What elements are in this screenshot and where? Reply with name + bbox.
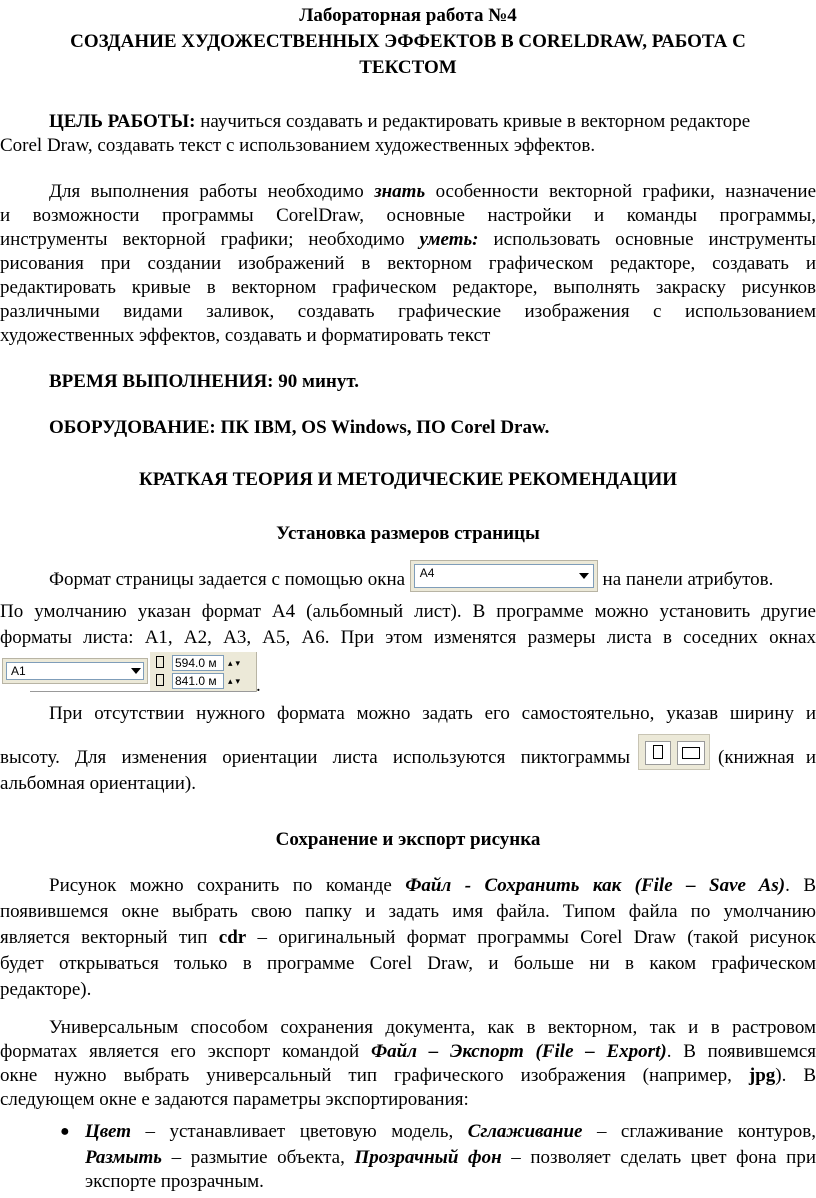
goal-text-1: научиться создавать и редактировать кривые в векторном редакторе [200,111,751,132]
page-format-combo[interactable] [410,560,598,592]
landscape-orientation-button[interactable] [677,741,705,765]
term-color: Цвет [85,1121,131,1142]
saving-text: – позволяет сделать цвет фона при [511,1147,816,1168]
saving-p1-line4: будет открываться только в программе Corel Draw, и больше ни в каком графическом [0,953,816,974]
saving-text: окне нужно выбрать универсальный тип графического изображения (например, [0,1065,732,1086]
bullet-line1 [85,1120,816,1144]
height-spinner-icon[interactable]: ▴▾ [228,676,244,686]
page-size-text: высоту. Для изменения ориентации листа используются пиктограммы [0,747,630,768]
landscape-icon [682,747,700,759]
width-input[interactable]: 594.0 м [172,655,224,671]
saving-p1-line5: редакторе). [0,979,92,1000]
saving-text: форматах является его экспорт командой [0,1041,360,1062]
page-size-line3: форматы листа: А1, А2, А3, А5, А6. При этом изменятся размеры листа в соседних окнах [0,627,816,648]
height-input[interactable]: 841.0 м [172,673,224,689]
saving-p1-line1 [0,874,816,898]
page-dimensions-toolbar [0,652,260,692]
page-size-line4: При отсутствии нужного формата можно задать его самостоятельно, указав ширину и [49,703,816,724]
saving-p2-line1: Универсальным способом сохранения документа, как в векторном, так и в растровом [49,1017,816,1038]
saving-text: . В появившемся [666,1041,816,1062]
bullet-line2 [85,1146,816,1170]
divider [30,691,256,692]
saving-text: – устанавливает цветовую модель, [145,1121,454,1142]
req-text: Для выполнения работы необходимо [49,181,364,202]
saving-text: – оригинальный формат программы Corel Draw (такой рисунок [257,927,816,948]
term-smoothing: Сглаживание [467,1121,583,1142]
goal-label: ЦЕЛЬ РАБОТЫ: [49,111,196,132]
page-format-value: A4 [414,564,594,588]
page-size-line6: альбомная ориентации). [0,773,196,794]
jpg-format: jpg [748,1065,776,1086]
saving-text: Рисунок можно сохранить по команде [49,875,392,896]
width-row [154,655,254,671]
main-title-line1: СОЗДАНИЕ ХУДОЖЕСТВЕННЫХ ЭФФЕКТОВ В CORELDRAW, РАБОТА С [70,31,746,52]
req-line3 [0,228,816,252]
dimensions-panel [150,652,257,692]
req-line1 [0,180,816,204]
page-size-text: (книжная и [718,747,816,768]
req-can: уметь: [419,229,479,250]
term-transparent-bg: Прозрачный фон [354,1147,502,1168]
saving-text: . В [785,875,816,896]
save-as-command: Файл - Сохранить как (File – Save As) [405,875,786,896]
page-size-title: Установка размеров страницы [276,523,540,544]
req-line7: художественных эффектов, создавать и форматировать текст [0,325,491,346]
chevron-down-icon[interactable] [579,573,589,579]
height-icon [156,674,164,686]
bullet-icon: ● [60,1123,70,1140]
portrait-icon [653,745,663,759]
saving-p1-line3 [0,926,816,950]
saving-p2-line4: следующем окне е задаются параметры экспортирования: [0,1089,469,1110]
width-spinner-icon[interactable]: ▴▾ [228,658,244,668]
req-line5: редактировать кривые в векторном графическом редакторе, выполнять закраску рисунков [0,277,816,298]
page-size-line2: По умолчанию указан формат А4 (альбомный лист). В программе можно установить другие [0,601,816,622]
paper-type-combo[interactable] [2,658,148,684]
equipment-line: ОБОРУДОВАНИЕ: ПК IBM, OS Windows, ПО Corel Draw. [49,417,550,438]
req-line4: рисования при создании изображений в векторном графическом редакторе, создавать и [0,253,816,274]
saving-p1-line2: появившемся окне выбрать свою папку и задать имя файла. Типом файла по умолчанию [0,901,816,922]
goal-line2: Corel Draw, создавать текст с использованием художественных эффектов. [0,135,596,156]
saving-p2-line3 [0,1064,816,1088]
page-size-line1 [49,565,816,592]
page-size-text: на панели атрибутов. [602,569,774,590]
page-size-text: Формат страницы задается с помощью окна [49,569,406,590]
lab-title: Лабораторная работа №4 [299,5,517,26]
time-line: ВРЕМЯ ВЫПОЛНЕНИЯ: 90 минут. [49,371,360,392]
bullet-line3: экспорте прозрачным. [85,1171,264,1192]
saving-text: – размытие объекта, [171,1147,345,1168]
saving-text: является векторный тип [0,927,208,948]
height-row [154,673,254,689]
paper-type-value: A1 [6,662,144,680]
theory-title: КРАТКАЯ ТЕОРИЯ И МЕТОДИЧЕСКИЕ РЕКОМЕНДАЦИИ [138,469,678,490]
chevron-down-icon[interactable] [131,668,141,674]
width-icon [156,656,164,668]
main-title-line2: ТЕКСТОМ [359,57,457,78]
portrait-orientation-button[interactable] [645,741,671,765]
export-command: Файл – Экспорт (File – Export) [370,1041,667,1062]
req-line6: различными видами заливок, создавать графические изображения с использованием [0,301,816,322]
req-text: использовать основные инструменты [493,229,816,250]
saving-text: ). В [775,1065,816,1086]
goal-line1 [49,110,816,134]
cdr-format: cdr [218,927,247,948]
req-line2: и возможности программы CorelDraw, основные настройки и команды программы, [0,205,816,226]
term-blur: Размыть [85,1147,162,1168]
req-know: знать [374,181,426,202]
dims-period: . [256,675,261,696]
orientation-buttons [638,734,710,770]
req-text: инструменты векторной графики; необходимо [0,229,405,250]
saving-text: – сглаживание контуров, [596,1121,816,1142]
saving-p2-line2 [0,1040,816,1064]
saving-title: Сохранение и экспорт рисунка [275,829,541,850]
req-text: особенности векторной графики, назначение [435,181,816,202]
